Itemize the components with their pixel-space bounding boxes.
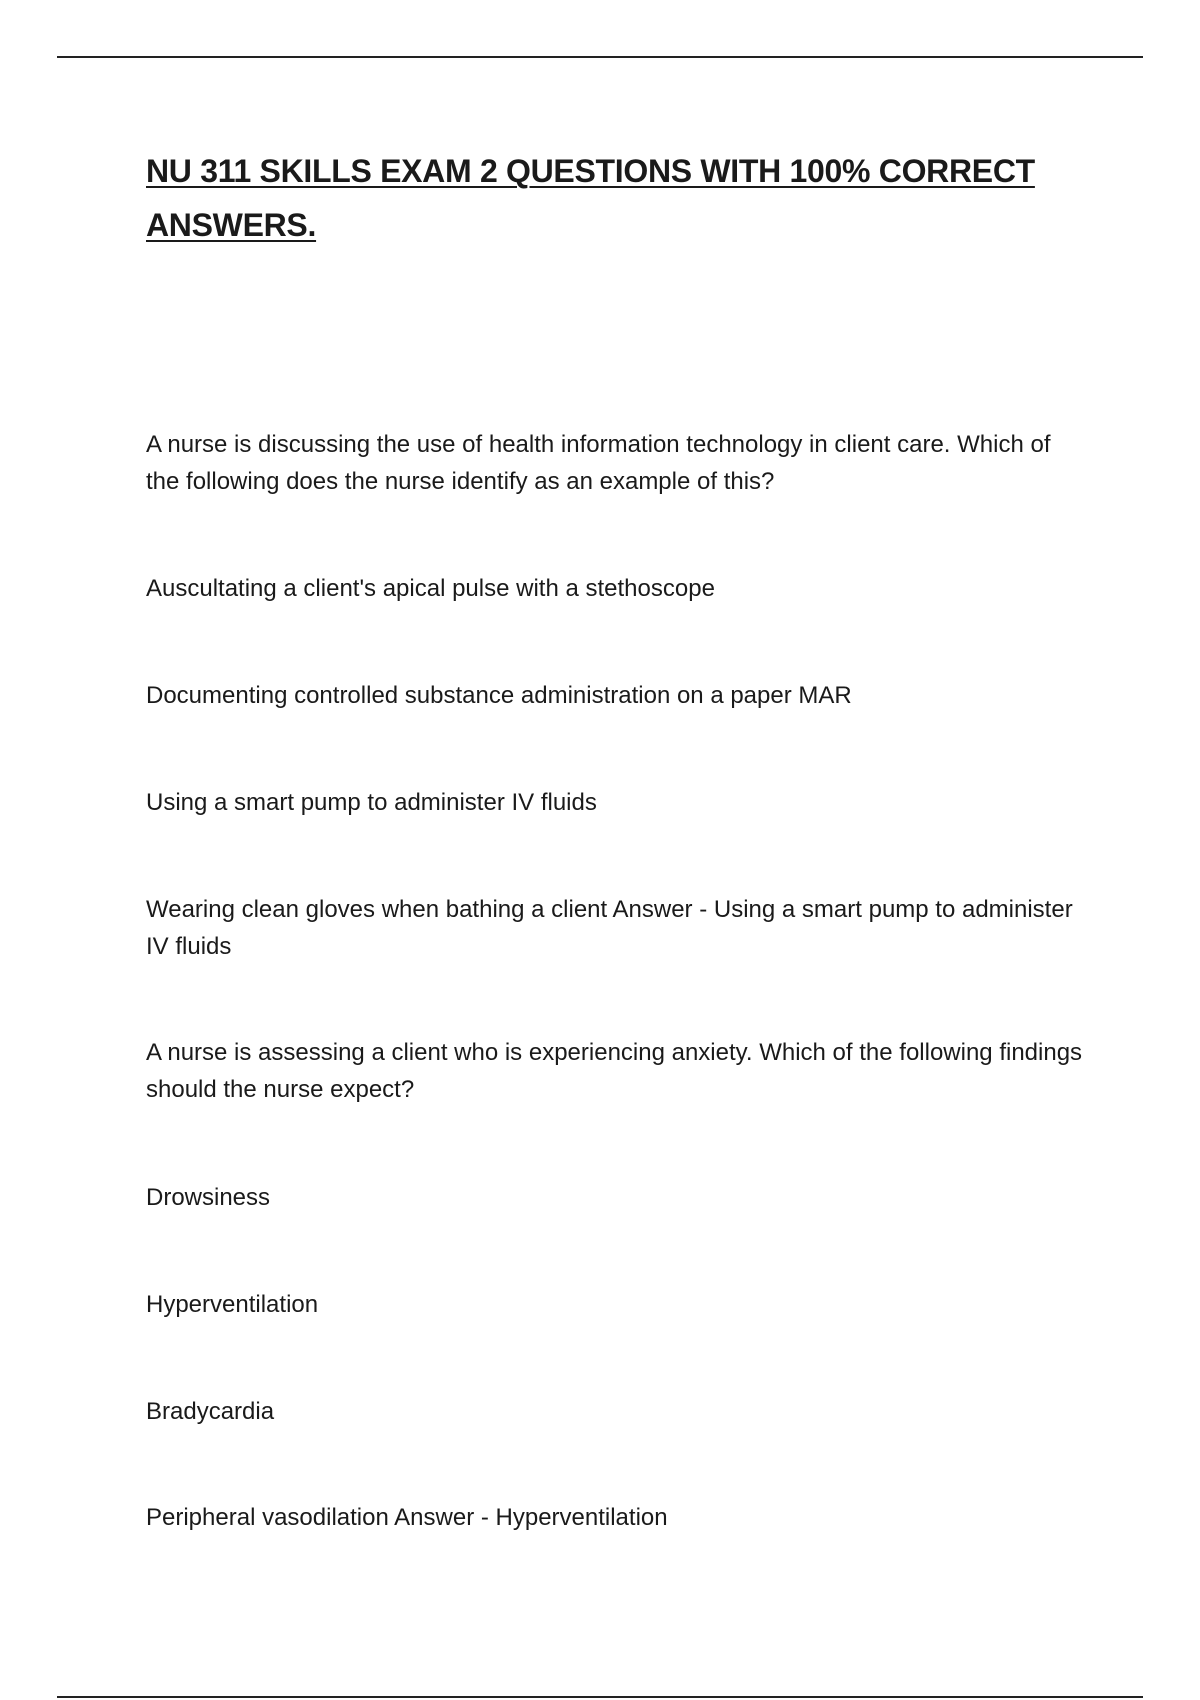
question-1-stem: A nurse is discussing the use of health information technology in client care. Which of the following does the nurse identify as an example of this? (146, 431, 1051, 495)
question-1-option-1: Auscultating a client's apical pulse with a stethoscope (146, 575, 715, 602)
question-2-option-1: Drowsiness (146, 1184, 271, 1211)
question-2-stem: A nurse is assessing a client who is experiencing anxiety. Which of the following findings should the nurse expect? (146, 1039, 1083, 1103)
question-2-option-3: Bradycardia (146, 1398, 275, 1425)
question-2-option-4-with-answer: Peripheral vasodilation Answer - Hyperventilation (146, 1504, 668, 1531)
document-title: NU 311 SKILLS EXAM 2 QUESTIONS WITH 100% CORRECT ANSWERS. (146, 153, 1035, 243)
header-rule (57, 56, 1143, 58)
question-1-option-2: Documenting controlled substance administration on a paper MAR (146, 682, 852, 709)
question-2-option-2: Hyperventilation (146, 1291, 319, 1318)
question-1-option-3: Using a smart pump to administer IV fluids (146, 789, 597, 816)
question-1-option-4-with-answer: Wearing clean gloves when bathing a client Answer - Using a smart pump to administer IV fluids (146, 896, 1073, 960)
footer-rule (57, 1696, 1143, 1698)
